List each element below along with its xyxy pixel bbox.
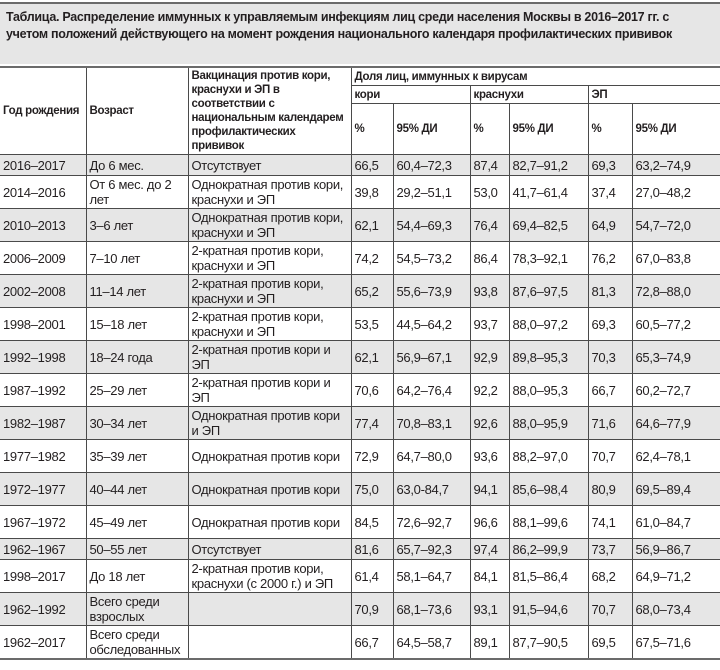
measles-pct-cell: 61,4: [351, 560, 393, 593]
vaccination-cell: Однократная против кори: [188, 506, 351, 539]
rubella-ci-cell: 87,6–97,5: [509, 275, 588, 308]
measles-ci-cell: 70,8–83,1: [393, 407, 470, 440]
measles-pct-cell: 53,5: [351, 308, 393, 341]
age-cell: 50–55 лет: [86, 539, 188, 560]
mumps-ci-cell: 54,7–72,0: [632, 209, 720, 242]
vaccination-cell: Однократная против кори, краснухи и ЭП: [188, 209, 351, 242]
table-row: [0, 593, 720, 626]
measles-ci-cell: 58,1–64,7: [393, 560, 470, 593]
header-pct: %: [351, 104, 393, 155]
rubella-pct-cell: 87,4: [470, 155, 509, 176]
measles-pct-cell: 77,4: [351, 407, 393, 440]
vaccination-cell: Однократная против кори и ЭП: [188, 407, 351, 440]
birth-year-cell: 2006–2009: [0, 242, 86, 275]
measles-ci-cell: 56,9–67,1: [393, 341, 470, 374]
mumps-pct-cell: 37,4: [588, 176, 632, 209]
table-row: [0, 440, 720, 473]
mumps-pct-cell: 71,6: [588, 407, 632, 440]
measles-ci-cell: 65,7–92,3: [393, 539, 470, 560]
measles-pct-cell: 62,1: [351, 341, 393, 374]
rubella-ci-cell: 88,1–99,6: [509, 506, 588, 539]
mumps-ci-cell: 64,6–77,9: [632, 407, 720, 440]
table-row: [0, 473, 720, 506]
birth-year-cell: 2014–2016: [0, 176, 86, 209]
table-row: [0, 374, 720, 407]
mumps-pct-cell: 70,3: [588, 341, 632, 374]
birth-year-cell: 1977–1982: [0, 440, 86, 473]
mumps-ci-cell: 65,3–74,9: [632, 341, 720, 374]
mumps-ci-cell: 61,0–84,7: [632, 506, 720, 539]
header-ci: 95% ДИ: [393, 104, 470, 155]
vaccination-cell: Однократная против кори: [188, 440, 351, 473]
mumps-pct-cell: 76,2: [588, 242, 632, 275]
age-cell: Всего среди взрослых: [86, 593, 188, 626]
birth-year-cell: 1987–1992: [0, 374, 86, 407]
table-row: [0, 539, 720, 560]
table-row: [0, 242, 720, 275]
table-row: [0, 506, 720, 539]
rubella-ci-cell: 82,7–91,2: [509, 155, 588, 176]
vaccination-cell: 2-кратная против кори, краснухи и ЭП: [188, 275, 351, 308]
rubella-pct-cell: 96,6: [470, 506, 509, 539]
measles-ci-cell: 60,4–72,3: [393, 155, 470, 176]
header-age: Возраст: [86, 67, 188, 155]
rubella-ci-cell: 91,5–94,6: [509, 593, 588, 626]
measles-ci-cell: 44,5–64,2: [393, 308, 470, 341]
age-cell: От 6 мес. до 2 лет: [86, 176, 188, 209]
mumps-pct-cell: 68,2: [588, 560, 632, 593]
age-cell: 18–24 года: [86, 341, 188, 374]
table-row: [0, 626, 720, 660]
measles-ci-cell: 55,6–73,9: [393, 275, 470, 308]
mumps-pct-cell: 69,3: [588, 155, 632, 176]
vaccination-cell: Отсутствует: [188, 539, 351, 560]
mumps-ci-cell: 60,2–72,7: [632, 374, 720, 407]
measles-pct-cell: 70,9: [351, 593, 393, 626]
rubella-ci-cell: 85,6–98,4: [509, 473, 588, 506]
mumps-pct-cell: 69,3: [588, 308, 632, 341]
measles-pct-cell: 70,6: [351, 374, 393, 407]
measles-ci-cell: 54,4–69,3: [393, 209, 470, 242]
age-cell: 11–14 лет: [86, 275, 188, 308]
header-birth-year: Год рождения: [0, 67, 86, 155]
table-row: [0, 407, 720, 440]
table-row: [0, 155, 720, 176]
age-cell: Всего среди обследованных: [86, 626, 188, 660]
birth-year-cell: 1998–2001: [0, 308, 86, 341]
header-measles: кори: [351, 86, 470, 104]
table-row: [0, 341, 720, 374]
rubella-pct-cell: 92,9: [470, 341, 509, 374]
header-pct: %: [588, 104, 632, 155]
age-cell: 35–39 лет: [86, 440, 188, 473]
measles-ci-cell: 63,0-84,7: [393, 473, 470, 506]
birth-year-cell: 2002–2008: [0, 275, 86, 308]
immunity-table: [0, 66, 720, 660]
measles-pct-cell: 75,0: [351, 473, 393, 506]
rubella-pct-cell: 92,6: [470, 407, 509, 440]
measles-ci-cell: 64,7–80,0: [393, 440, 470, 473]
age-cell: 15–18 лет: [86, 308, 188, 341]
rubella-pct-cell: 93,1: [470, 593, 509, 626]
measles-pct-cell: 66,7: [351, 626, 393, 660]
measles-ci-cell: 29,2–51,1: [393, 176, 470, 209]
birth-year-cell: 1962–1992: [0, 593, 86, 626]
measles-pct-cell: 65,2: [351, 275, 393, 308]
table-row: [0, 275, 720, 308]
vaccination-cell: Однократная против кори, краснухи и ЭП: [188, 176, 351, 209]
mumps-ci-cell: 69,5–89,4: [632, 473, 720, 506]
rubella-pct-cell: 93,6: [470, 440, 509, 473]
mumps-pct-cell: 66,7: [588, 374, 632, 407]
birth-year-cell: 1967–1972: [0, 506, 86, 539]
birth-year-cell: 1962–1967: [0, 539, 86, 560]
mumps-ci-cell: 60,5–77,2: [632, 308, 720, 341]
age-cell: 45–49 лет: [86, 506, 188, 539]
mumps-pct-cell: 81,3: [588, 275, 632, 308]
header-mumps: ЭП: [588, 86, 720, 104]
measles-pct-cell: 81,6: [351, 539, 393, 560]
mumps-ci-cell: 67,0–83,8: [632, 242, 720, 275]
age-cell: 40–44 лет: [86, 473, 188, 506]
vaccination-cell: [188, 593, 351, 626]
mumps-ci-cell: 68,0–73,4: [632, 593, 720, 626]
table-title: Таблица. Распределение иммунных к управляемым инфекциям лиц среди населения Москвы в 2016–2017 гг. с учетом положений действующего на момент рождения национального календаря профилактических прививок: [0, 2, 720, 64]
vaccination-cell: 2-кратная против кори, краснухи (с 2000 г.) и ЭП: [188, 560, 351, 593]
table-row: [0, 176, 720, 209]
age-cell: До 18 лет: [86, 560, 188, 593]
vaccination-cell: 2-кратная против кори и ЭП: [188, 341, 351, 374]
rubella-ci-cell: 89,8–95,3: [509, 341, 588, 374]
table-row: [0, 209, 720, 242]
header-ci: 95% ДИ: [509, 104, 588, 155]
rubella-pct-cell: 93,8: [470, 275, 509, 308]
rubella-ci-cell: 87,7–90,5: [509, 626, 588, 660]
mumps-pct-cell: 80,9: [588, 473, 632, 506]
header-vaccination: Вакцинация против кори, краснухи и ЭП в соответствии с национальным календарем профилактических прививок: [188, 67, 351, 155]
header-share: Доля лиц, иммунных к вирусам: [351, 67, 720, 86]
mumps-pct-cell: 70,7: [588, 440, 632, 473]
mumps-ci-cell: 27,0–48,2: [632, 176, 720, 209]
measles-ci-cell: 68,1–73,6: [393, 593, 470, 626]
age-cell: До 6 мес.: [86, 155, 188, 176]
rubella-pct-cell: 53,0: [470, 176, 509, 209]
mumps-pct-cell: 70,7: [588, 593, 632, 626]
measles-pct-cell: 74,2: [351, 242, 393, 275]
vaccination-cell: 2-кратная против кори и ЭП: [188, 374, 351, 407]
measles-pct-cell: 62,1: [351, 209, 393, 242]
table-row: [0, 308, 720, 341]
rubella-ci-cell: 78,3–92,1: [509, 242, 588, 275]
rubella-ci-cell: 86,2–99,9: [509, 539, 588, 560]
age-cell: 3–6 лет: [86, 209, 188, 242]
header-pct: %: [470, 104, 509, 155]
mumps-ci-cell: 62,4–78,1: [632, 440, 720, 473]
vaccination-cell: Однократная против кори: [188, 473, 351, 506]
vaccination-cell: 2-кратная против кори, краснухи и ЭП: [188, 242, 351, 275]
rubella-ci-cell: 81,5–86,4: [509, 560, 588, 593]
rubella-pct-cell: 86,4: [470, 242, 509, 275]
measles-pct-cell: 66,5: [351, 155, 393, 176]
age-cell: 7–10 лет: [86, 242, 188, 275]
measles-ci-cell: 72,6–92,7: [393, 506, 470, 539]
measles-pct-cell: 39,8: [351, 176, 393, 209]
birth-year-cell: 1962–2017: [0, 626, 86, 660]
measles-pct-cell: 84,5: [351, 506, 393, 539]
vaccination-cell: Отсутствует: [188, 155, 351, 176]
mumps-ci-cell: 63,2–74,9: [632, 155, 720, 176]
birth-year-cell: 2010–2013: [0, 209, 86, 242]
rubella-ci-cell: 88,0–95,3: [509, 374, 588, 407]
rubella-ci-cell: 88,2–97,0: [509, 440, 588, 473]
measles-ci-cell: 54,5–73,2: [393, 242, 470, 275]
birth-year-cell: 2016–2017: [0, 155, 86, 176]
header-ci: 95% ДИ: [632, 104, 720, 155]
rubella-ci-cell: 88,0–97,2: [509, 308, 588, 341]
vaccination-cell: 2-кратная против кори, краснухи и ЭП: [188, 308, 351, 341]
vaccination-cell: [188, 626, 351, 660]
birth-year-cell: 1982–1987: [0, 407, 86, 440]
table-row: [0, 560, 720, 593]
mumps-pct-cell: 74,1: [588, 506, 632, 539]
birth-year-cell: 1972–1977: [0, 473, 86, 506]
mumps-pct-cell: 73,7: [588, 539, 632, 560]
header-rubella: краснухи: [470, 86, 588, 104]
rubella-ci-cell: 41,7–61,4: [509, 176, 588, 209]
rubella-pct-cell: 97,4: [470, 539, 509, 560]
mumps-ci-cell: 56,9–86,7: [632, 539, 720, 560]
measles-ci-cell: 64,2–76,4: [393, 374, 470, 407]
age-cell: 30–34 лет: [86, 407, 188, 440]
rubella-ci-cell: 88,0–95,9: [509, 407, 588, 440]
birth-year-cell: 1998–2017: [0, 560, 86, 593]
mumps-pct-cell: 69,5: [588, 626, 632, 660]
rubella-ci-cell: 69,4–82,5: [509, 209, 588, 242]
mumps-ci-cell: 64,9–71,2: [632, 560, 720, 593]
mumps-pct-cell: 64,9: [588, 209, 632, 242]
measles-ci-cell: 64,5–58,7: [393, 626, 470, 660]
rubella-pct-cell: 92,2: [470, 374, 509, 407]
rubella-pct-cell: 89,1: [470, 626, 509, 660]
rubella-pct-cell: 84,1: [470, 560, 509, 593]
rubella-pct-cell: 76,4: [470, 209, 509, 242]
rubella-pct-cell: 94,1: [470, 473, 509, 506]
measles-pct-cell: 72,9: [351, 440, 393, 473]
mumps-ci-cell: 67,5–71,6: [632, 626, 720, 660]
age-cell: 25–29 лет: [86, 374, 188, 407]
birth-year-cell: 1992–1998: [0, 341, 86, 374]
mumps-ci-cell: 72,8–88,0: [632, 275, 720, 308]
rubella-pct-cell: 93,7: [470, 308, 509, 341]
